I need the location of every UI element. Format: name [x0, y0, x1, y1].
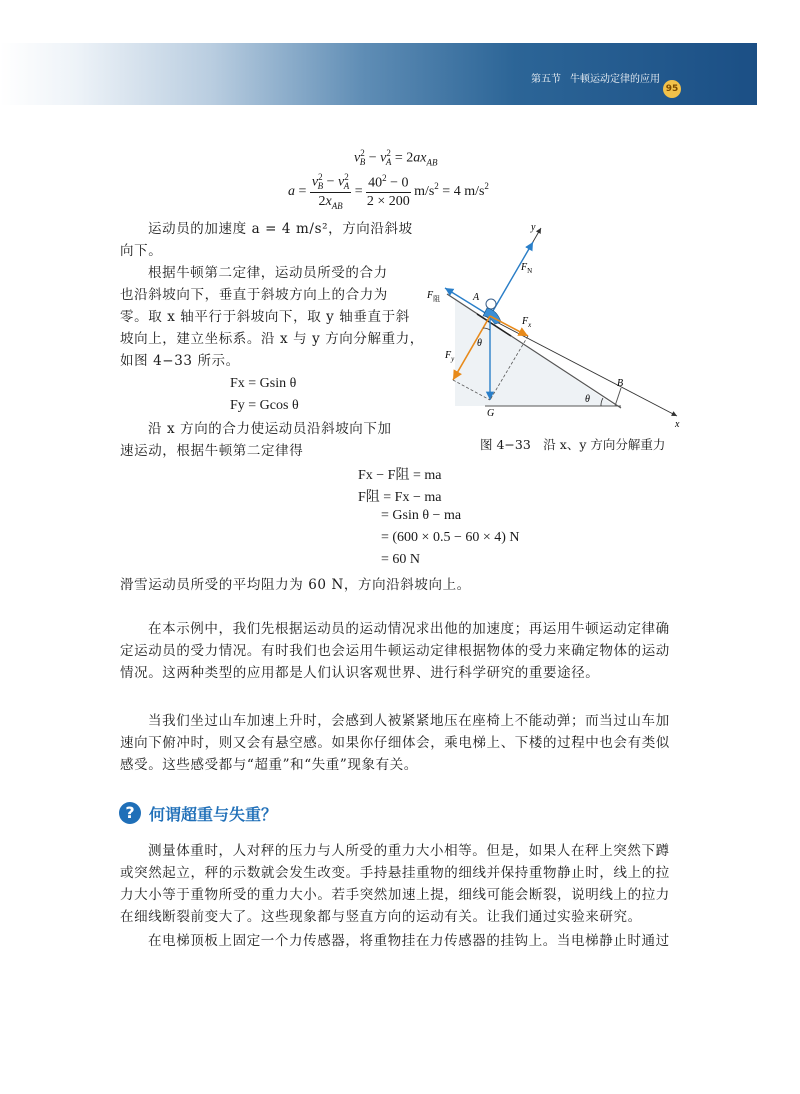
gravity-label: G [487, 408, 495, 419]
para-newton-line1: 根据牛顿第二定律，运动员所受的合力 [148, 265, 388, 281]
friction-label: $F_阻$ [427, 290, 441, 303]
figure-caption: 图 4−33 沿 x、y 方向分解重力 [480, 437, 666, 452]
para-weight-line1: 测量体重时，人对秤的压力与人所受的重力大小相等。但是，如果人在秤上突然下蹲 [148, 843, 670, 859]
fn-label: $F_N$ [521, 262, 533, 275]
point-b-label: B [617, 378, 624, 389]
para-elevator-line1: 在电梯顶板上固定一个力传感器，将重物挂在力传感器的挂钩上。当电梯静止时通过 [148, 933, 670, 949]
theta-label-bottom: θ [585, 394, 590, 405]
equation-fx: Fx = Gsin θ [230, 376, 297, 391]
para-xdir-line2: 速运动，根据牛顿第二定律得 [120, 443, 304, 459]
para-weight-line4: 在细线断裂前变大了。这些现象都与竖直方向的运动有关。让我们通过实验来研究。 [120, 909, 642, 925]
header-title: 牛顿运动定律的应用 [570, 74, 660, 85]
page-number-badge: 95 [663, 80, 681, 98]
para-xdir-line1: 沿 x 方向的合力使运动员沿斜坡向下加 [148, 421, 392, 437]
para-coaster-line2: 速向下俯冲时，则又会有悬空感。如果你仔细体会，乘电梯上、下楼的过程中也会有类似 [120, 735, 670, 751]
para-coaster-line1: 当我们坐过山车加速上升时，会感到人被紧紧地压在座椅上不能动弹；而当过山车加 [148, 713, 670, 729]
fx-label: $F_x$ [522, 316, 532, 329]
para-newton-line3: 零。取 x 轴平行于斜坡向下，取 y 轴垂直于斜 [120, 309, 410, 325]
equation-force-5: = 60 N [381, 552, 421, 567]
para-coaster-line3: 感受。这些感受都与“超重”和“失重”现象有关。 [120, 757, 418, 773]
para-summary-line3: 情况。这两种类型的应用都是人们认识客观世界、进行科学研究的重要途径。 [120, 665, 600, 681]
equation-force-4: = (600 × 0.5 − 60 × 4) N [381, 530, 520, 545]
equation-force-2: F阻 = Fx − ma [358, 490, 442, 505]
equation-force-3: = Gsin θ − ma [381, 508, 462, 523]
figure-force-decomposition [425, 218, 690, 430]
equation-fy: Fy = Gcos θ [230, 398, 299, 413]
para-weight-line2: 或突然起立，秤的示数就会发生改变。手持悬挂重物的细线并保持重物静止时，线上的拉 [120, 865, 670, 881]
x-axis-label: x [675, 419, 680, 430]
para-acceleration-line1: 运动员的加速度 a = 4 m/s²，方向沿斜坡 [148, 221, 413, 237]
fraction-symbolic: $\frac{v^2_B - v^2_A}{2x_{AB}}$ [311, 172, 350, 212]
equation-force-1: Fx − F阻 = ma [358, 468, 442, 483]
point-a-label: A [473, 292, 480, 303]
end-wall [615, 388, 621, 406]
para-newton-line4: 坡向上，建立坐标系。沿 x 与 y 方向分解重力， [120, 331, 424, 347]
equation-acceleration: a = $\frac{v^2_B - v^2_A}{2x_{AB}}$ = $\frac{40^2 - 0}{2 \times 200}$ $m/s^2 = 4$ $m/s^2$ [288, 172, 489, 212]
equation-velocity: $v^2_B - v^2_A = 2ax_{AB}$ [354, 148, 438, 168]
para-summary-line2: 定运动员的受力情况。有时我们也会运用牛顿运动定律根据物体的受力来确定物体的运动 [120, 643, 670, 659]
section-heading: 何谓超重与失重？ [149, 805, 278, 824]
para-newton-line5: 如图 4−33 所示。 [120, 353, 240, 369]
para-summary-line1: 在本示例中，我们先根据运动员的运动情况求出他的加速度；再运用牛顿运动定律确 [148, 621, 670, 637]
theta-label-top: θ [477, 338, 482, 349]
question-icon: ? [119, 802, 141, 824]
fraction-numeric: $\frac{40^2 - 0}{2 \times 200}$ [366, 172, 410, 210]
para-conclusion: 滑雪运动员所受的平均阻力为 60 N，方向沿斜坡向上。 [120, 577, 471, 593]
para-acceleration-line2: 向下。 [120, 243, 163, 259]
header-section: 第五节 [531, 74, 561, 85]
fn-arrow [490, 242, 533, 316]
page-header [0, 43, 757, 105]
para-newton-line2: 也沿斜坡向下，垂直于斜坡方向上的合力为 [120, 287, 388, 303]
para-weight-line3: 力大小等于重物所受的重力大小。若手突然加速上提，细线可能会断裂，说明线上的拉力 [120, 887, 670, 903]
fy-label: $F_y$ [445, 350, 455, 363]
y-axis-label: y [531, 222, 536, 233]
